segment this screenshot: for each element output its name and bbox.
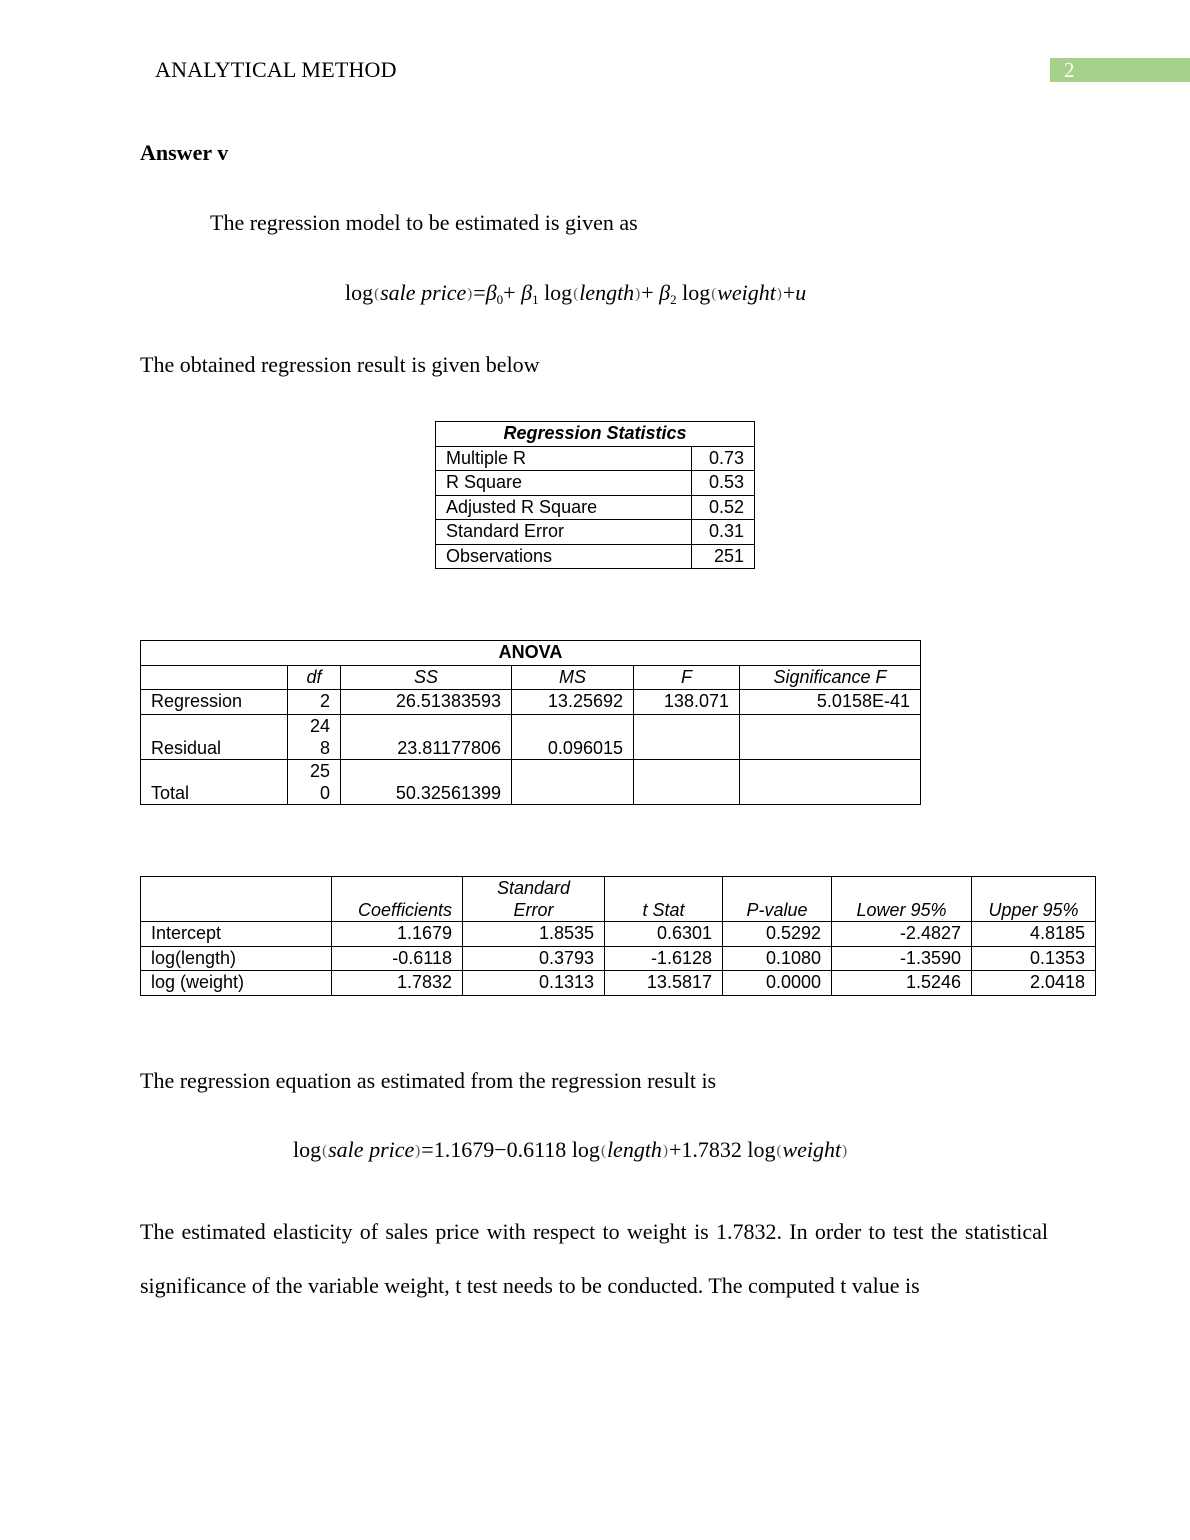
table-row: log(length) -0.6118 0.3793 -1.6128 0.1080 -1.3590 0.1353 xyxy=(141,946,1096,971)
conclusion-paragraph: The estimated elasticity of sales price with respect to weight is 1.7832. In order to test the statistical significance of the variable weight, t test needs to be conducted. The computed t value is xyxy=(140,1219,1048,1298)
table-row: Standard Error 0.31 xyxy=(436,520,755,545)
regression-statistics-table xyxy=(435,421,755,569)
running-header: ANALYTICAL METHOD xyxy=(155,57,397,82)
anova-table xyxy=(140,640,921,805)
section-heading: Answer v xyxy=(140,140,229,165)
anova-header-row: df SS MS F Significance F xyxy=(141,665,921,690)
table-row: Total 25 0 50.32561399 xyxy=(141,759,921,804)
result-intro-paragraph: The obtained regression result is given below xyxy=(140,352,540,377)
table-row: Adjusted R Square 0.52 xyxy=(436,495,755,520)
reg-stats-title: Regression Statistics xyxy=(436,422,755,447)
intro-paragraph: The regression model to be estimated is given as xyxy=(210,210,638,235)
table-row: Residual 24 8 23.81177806 0.096015 xyxy=(141,714,921,759)
page-number: 2 xyxy=(1050,58,1190,82)
anova-title: ANOVA xyxy=(141,641,921,666)
model-equation: log(sale $price)=\beta_0+ \beta_1$ log(length)+ $\beta_2$ log(weight)+u xyxy=(345,280,807,307)
table-row: Regression 2 26.51383593 13.25692 138.071 5.0158E-41 xyxy=(141,690,921,715)
coefficients-table xyxy=(140,876,1096,996)
table-row: Multiple R 0.73 xyxy=(436,446,755,471)
table-row: R Square 0.53 xyxy=(436,471,755,496)
table-row: log (weight) 1.7832 0.1313 13.5817 0.0000 1.5246 2.0418 xyxy=(141,971,1096,996)
estimated-intro-paragraph: The regression equation as estimated from the regression result is xyxy=(140,1068,717,1093)
table-row: Observations 251 xyxy=(436,544,755,569)
table-row: Intercept 1.1679 1.8535 0.6301 0.5292 -2.4827 4.8185 xyxy=(141,922,1096,947)
coef-header-row: Coefficients Standard Error t Stat P-value Lower 95% Upper 95% xyxy=(141,877,1096,922)
estimated-equation: log(sale price)=1.1679−0.6118 log(length)+1.7832 log(weight) xyxy=(293,1137,848,1162)
